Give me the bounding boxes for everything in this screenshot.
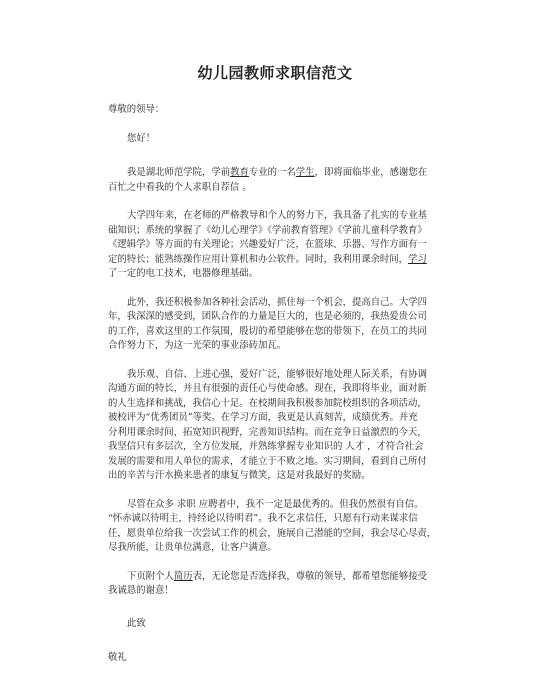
text-span: 下页附个人 [127, 570, 174, 582]
text-line: 础知识；系统的掌握了《幼儿心理学》《学前教育管理》《学前儿童科学教育》 [108, 224, 427, 236]
text-line: 百忙之中看我的个人求职自荐信 。 [108, 181, 252, 193]
text-line: 的工作，喜欢这里的工作氛围，殷切的希望能够在您的带领下，在员工的共同 [108, 325, 427, 337]
text-line: 的人生选择和挑战，我信心十足。在校期间我积极参加院校组织的各项活动， [108, 397, 427, 409]
paragraph-confidence [108, 498, 442, 556]
text-line: 合作努力下，为这一光荣的事业添砖加瓦。 [108, 340, 287, 351]
text-line: 我诚恳的谢意！ [108, 585, 174, 596]
link-student[interactable]: 学生 [295, 167, 315, 178]
closing: 此致 [127, 617, 146, 629]
text-line: 我坚信只有多层次，全方位发展，并熟练掌握专业知识的 人才 ，才符合社会 [108, 441, 424, 452]
text-line: 出的辛苦与汗水换来患者的康复与微笑，这是对我最好的奖励。 [108, 470, 371, 481]
text-span: 表，无论您是否选择我，尊敬的领导，都希望您能够接受 [192, 570, 428, 582]
text-line: 了一定的电工技术，电器修理基础。 [108, 268, 259, 279]
text-line: 《逻辑学》等方面的有关理论；兴趣爱好广泛，在篮球、乐器、写作方面有一 [108, 239, 427, 250]
text-line: “怀赤诚以待明主，持经论以待明君”。我不乞求信任，只愿有行动来谋求信 [108, 513, 418, 524]
document-title: 幼儿园教师求职信范文 [197, 64, 353, 82]
paragraph-character [108, 368, 442, 484]
greeting: 您好！ [127, 132, 156, 144]
link-resume[interactable]: 简历 [173, 570, 193, 582]
text-span: ，即将面临毕业，感谢您在 [314, 167, 428, 178]
text-line: 发展的需要和用人单位的需求，才能立于不败之地。实习期间，看到自己所付 [108, 455, 427, 467]
text-line: 分利用课余时间，拓宽知识视野，完善知识结构。而在竞争日益激烈的今天， [108, 426, 427, 438]
text-line: 被校评为“优秀团员”等奖。在学习方面，我更是认真刻苦，成绩优秀。并充 [108, 412, 418, 423]
text-line: 此外，我还积极参加各种社会活动，抓住每一个机会，提高自己。大学四 [127, 296, 428, 308]
text-line: 我乐观、自信、上进心强，爱好广泛，能够很好地处理人际关系，有协调 [127, 368, 428, 380]
text-line: 任，愿贵单位给我一次尝试工作的机会，施展自己潜能的空间，我会尽心尽责， [108, 527, 437, 539]
text-line: 尽管在众多 求职 应聘者中，我不一定是最优秀的。但我仍然很有自信。 [127, 498, 424, 510]
paragraph-activities [108, 296, 442, 354]
text-line: 年，我深深的感受到，团队合作的力量是巨大的，也是必须的，我热爱贵公司 [108, 311, 427, 322]
paragraph-study [108, 209, 442, 282]
paragraph-intro [108, 166, 442, 195]
text-line: 大学四年来，在老师的严格教导和个人的努力下，我具备了扎实的专业基 [127, 210, 428, 221]
text-span: 专业的一名 [248, 167, 296, 178]
sign-off: 敬礼 [108, 652, 127, 663]
link-study[interactable]: 学习 [408, 253, 427, 265]
text-line: 沟通方面的特长，并且有很强的责任心与使命感。现在，我即将毕业，面对新 [108, 383, 427, 394]
text-line [108, 570, 442, 585]
salutation: 尊敬的领导： [108, 104, 165, 115]
link-education[interactable]: 教育 [230, 167, 249, 178]
text-line [108, 253, 442, 268]
paragraph-thanks [108, 570, 442, 599]
text-span: 我是湖北师范学院，学前 [127, 167, 231, 178]
text-line [108, 166, 442, 181]
text-line: 尽我所能，让贵单位满意，让客户满意。 [108, 542, 277, 553]
text-span: 定的特长；能熟练操作应用计算机和办公软件。同时，我利用课余时间， [108, 253, 409, 265]
